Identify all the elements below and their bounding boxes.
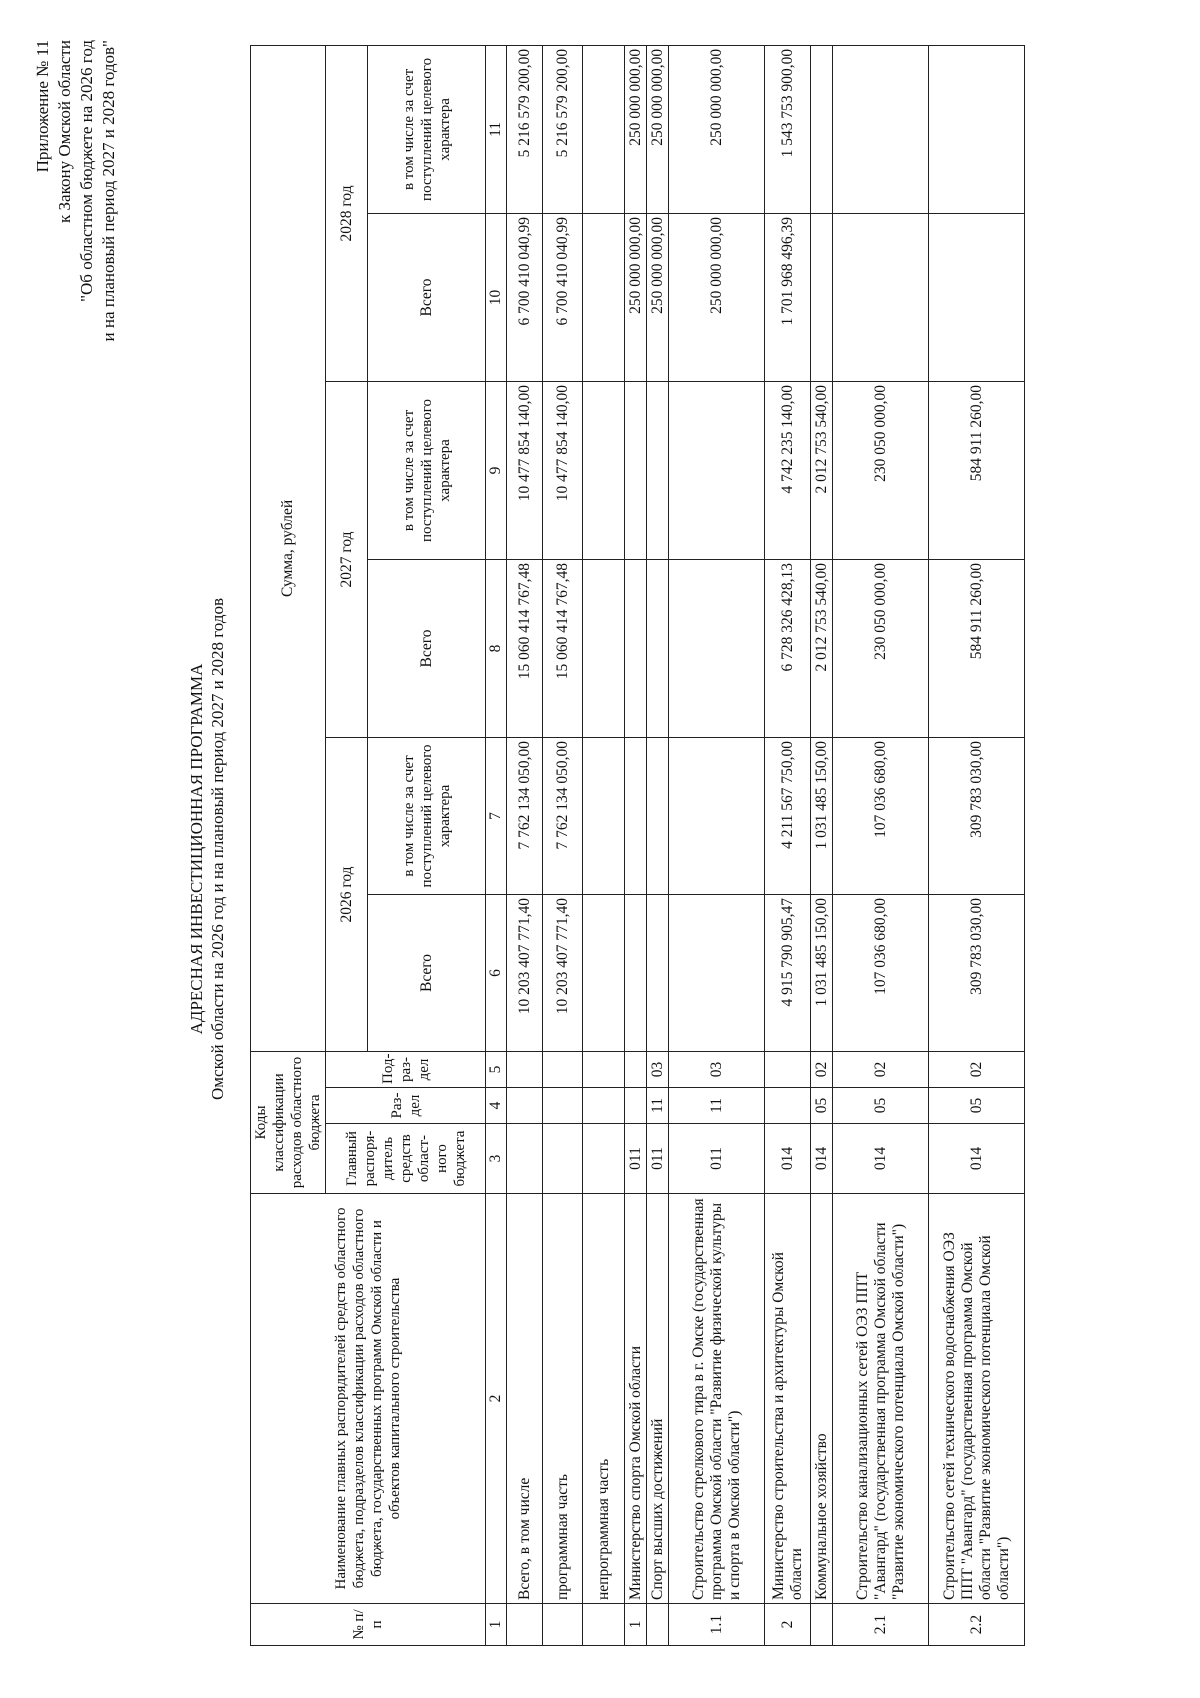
- annex-number: Приложение № 11: [33, 40, 52, 173]
- row-subsection-code: 02: [929, 1051, 1025, 1087]
- row-total-2028: [929, 213, 1025, 381]
- row-section-code: [583, 1088, 625, 1124]
- col-number: 1: [486, 1604, 507, 1646]
- row-incl-2026: [583, 737, 625, 894]
- row-incl-2028: 250 000 000,00: [669, 45, 765, 213]
- row-subsection-code: [625, 1051, 647, 1087]
- row-incl-2027: 2 012 753 540,00: [811, 381, 833, 559]
- annex-header: [32, 40, 120, 341]
- row-subsection-code: 03: [647, 1051, 669, 1087]
- header-subsection: Под-раз-дел: [326, 1051, 486, 1087]
- row-total-2028: 250 000 000,00: [625, 213, 647, 381]
- col-number: 11: [486, 45, 507, 213]
- col-number: 5: [486, 1051, 507, 1087]
- row-section-code: 05: [833, 1088, 929, 1124]
- col-number: 10: [486, 213, 507, 381]
- row-incl-2026: [625, 737, 647, 894]
- row-name: непрограммная часть: [583, 1194, 625, 1604]
- row-name: программная часть: [543, 1194, 583, 1604]
- row-total-2028: [833, 213, 929, 381]
- row-incl-2027: [647, 381, 669, 559]
- row-incl-2028: [833, 45, 929, 213]
- header-codes: Коды классификации расходов областного бюджета: [251, 1051, 326, 1193]
- row-incl-2028: [583, 45, 625, 213]
- row-total-2027: 15 060 414 767,48: [507, 559, 543, 737]
- header-name: Наименование главных распорядителей средств областного бюджета, подразделов классификации расходов областного бюджета, государственных программ Омской области и объектов капитального строительства: [251, 1194, 486, 1604]
- row-subsection-code: 02: [833, 1051, 929, 1087]
- table-row: [583, 45, 625, 1645]
- table-row: [833, 45, 929, 1645]
- row-total-2026: 10 203 407 771,40: [543, 894, 583, 1051]
- row-incl-2027: 230 050 000,00: [833, 381, 929, 559]
- row-total-2027: 584 911 260,00: [929, 559, 1025, 737]
- row-section-code: [507, 1088, 543, 1124]
- row-total-2028: [583, 213, 625, 381]
- title-line-2: Омской области на 2026 год и на плановый период 2027 и 2028 годов: [208, 598, 227, 1100]
- row-name: Строительство канализационных сетей ОЭЗ ППТ "Авангард" (государственная программа Омской области "Развитие экономического потенциала Омской области"): [833, 1194, 929, 1604]
- col-number: 6: [486, 894, 507, 1051]
- row-total-2026: [647, 894, 669, 1051]
- header-sum: Сумма, рублей: [251, 45, 326, 1051]
- row-total-2027: [625, 559, 647, 737]
- row-incl-2027: [625, 381, 647, 559]
- row-name: Спорт высших достижений: [647, 1194, 669, 1604]
- row-section-code: [543, 1088, 583, 1124]
- row-num: [811, 1604, 833, 1646]
- row-incl-2026: 7 762 134 050,00: [543, 737, 583, 894]
- table-row: [507, 45, 543, 1645]
- row-num: 1: [625, 1604, 647, 1646]
- row-incl-2026: [669, 737, 765, 894]
- col-number: 2: [486, 1194, 507, 1604]
- row-total-2026: 1 031 485 150,00: [811, 894, 833, 1051]
- row-total-2028: [811, 213, 833, 381]
- row-num: 1.1: [669, 1604, 765, 1646]
- row-total-2028: 6 700 410 040,99: [507, 213, 543, 381]
- row-subsection-code: 03: [669, 1051, 765, 1087]
- col-number: 3: [486, 1124, 507, 1194]
- row-name: Строительство сетей технического водоснабжения ОЭЗ ППТ "Авангард" (государственная программа Омской области "Развитие экономического потенциала Омской области"): [929, 1194, 1025, 1604]
- row-manager-code: 014: [929, 1124, 1025, 1194]
- row-num: [543, 1604, 583, 1646]
- row-subsection-code: [583, 1051, 625, 1087]
- row-name: Министерство спорта Омской области: [625, 1194, 647, 1604]
- row-incl-2028: 5 216 579 200,00: [507, 45, 543, 213]
- row-num: [507, 1604, 543, 1646]
- row-subsection-code: [765, 1051, 811, 1087]
- row-incl-2027: 4 742 235 140,00: [765, 381, 811, 559]
- header-num: № п/п: [251, 1604, 486, 1646]
- col-number: 7: [486, 737, 507, 894]
- row-total-2028: 6 700 410 040,99: [543, 213, 583, 381]
- row-manager-code: 014: [833, 1124, 929, 1194]
- row-total-2026: [625, 894, 647, 1051]
- row-incl-2027: 10 477 854 140,00: [543, 381, 583, 559]
- row-manager-code: 011: [647, 1124, 669, 1194]
- header-year-2027: 2027 год: [326, 381, 368, 737]
- row-section-code: 05: [811, 1088, 833, 1124]
- table-row: [669, 45, 765, 1645]
- row-manager-code: [583, 1124, 625, 1194]
- col-number: 8: [486, 559, 507, 737]
- row-manager-code: 014: [811, 1124, 833, 1194]
- header-year-2026: 2026 год: [326, 737, 368, 1051]
- row-total-2026: 107 036 680,00: [833, 894, 929, 1051]
- row-section-code: 11: [669, 1088, 765, 1124]
- col-number: 9: [486, 381, 507, 559]
- row-total-2028: 250 000 000,00: [647, 213, 669, 381]
- document-title: [186, 0, 228, 1698]
- row-incl-2028: [929, 45, 1025, 213]
- row-incl-2026: 1 031 485 150,00: [811, 737, 833, 894]
- row-section-code: [765, 1088, 811, 1124]
- row-incl-2027: [583, 381, 625, 559]
- header-total-2026: Всего: [368, 894, 486, 1051]
- row-total-2027: 230 050 000,00: [833, 559, 929, 737]
- row-incl-2027: [669, 381, 765, 559]
- row-total-2027: 15 060 414 767,48: [543, 559, 583, 737]
- row-num: 2.2: [929, 1604, 1025, 1646]
- row-total-2026: 10 203 407 771,40: [507, 894, 543, 1051]
- row-incl-2026: 107 036 680,00: [833, 737, 929, 894]
- header-year-2028: 2028 год: [326, 45, 368, 381]
- header-section: Раз-дел: [326, 1088, 486, 1124]
- row-manager-code: [543, 1124, 583, 1194]
- row-subsection-code: [543, 1051, 583, 1087]
- row-section-code: 05: [929, 1088, 1025, 1124]
- row-num: [647, 1604, 669, 1646]
- investment-table: [250, 45, 1025, 1646]
- row-total-2027: [669, 559, 765, 737]
- row-num: [583, 1604, 625, 1646]
- table-row: [647, 45, 669, 1645]
- row-incl-2026: 7 762 134 050,00: [507, 737, 543, 894]
- row-section-code: 11: [647, 1088, 669, 1124]
- header-total-2027: Всего: [368, 559, 486, 737]
- row-total-2027: 6 728 326 428,13: [765, 559, 811, 737]
- row-manager-code: 011: [669, 1124, 765, 1194]
- row-manager-code: 014: [765, 1124, 811, 1194]
- row-total-2027: [583, 559, 625, 737]
- row-name: Коммунальное хозяйство: [811, 1194, 833, 1604]
- header-incl-2027: в том числе за счет поступлений целевого характера: [368, 381, 486, 559]
- table-row: [929, 45, 1025, 1645]
- header-incl-2028: в том числе за счет поступлений целевого характера: [368, 45, 486, 213]
- row-total-2026: 309 783 030,00: [929, 894, 1025, 1051]
- row-num: 2.1: [833, 1604, 929, 1646]
- row-incl-2028: 250 000 000,00: [625, 45, 647, 213]
- row-incl-2027: 584 911 260,00: [929, 381, 1025, 559]
- row-incl-2028: [811, 45, 833, 213]
- row-subsection-code: [507, 1051, 543, 1087]
- annex-law: к Закону Омской области: [55, 40, 74, 223]
- row-incl-2028: 5 216 579 200,00: [543, 45, 583, 213]
- row-total-2026: 4 915 790 905,47: [765, 894, 811, 1051]
- row-total-2027: [647, 559, 669, 737]
- table-row: [765, 45, 811, 1645]
- row-total-2027: 2 012 753 540,00: [811, 559, 833, 737]
- row-name: Строительство стрелкового тира в г. Омске (государственная программа Омской области "Развитие физической культуры и спорта в Омской области"): [669, 1194, 765, 1604]
- row-incl-2026: 4 211 567 750,00: [765, 737, 811, 894]
- row-manager-code: [507, 1124, 543, 1194]
- row-incl-2028: 1 543 753 900,00: [765, 45, 811, 213]
- row-section-code: [625, 1088, 647, 1124]
- row-name: Всего, в том числе: [507, 1194, 543, 1604]
- row-incl-2027: 10 477 854 140,00: [507, 381, 543, 559]
- header-main-manager: Главный распоря-дитель средств област-ного бюджета: [326, 1124, 486, 1194]
- row-name: Министерство строительства и архитектуры Омской области: [765, 1194, 811, 1604]
- column-number-row: [486, 45, 507, 1645]
- header-total-2028: Всего: [368, 213, 486, 381]
- header-incl-2026: в том числе за счет поступлений целевого характера: [368, 737, 486, 894]
- row-total-2028: 250 000 000,00: [669, 213, 765, 381]
- row-total-2026: [583, 894, 625, 1051]
- row-incl-2026: 309 783 030,00: [929, 737, 1025, 894]
- col-number: 4: [486, 1088, 507, 1124]
- annex-budget: "Об областном бюджете на 2026 год: [77, 40, 96, 302]
- row-subsection-code: 02: [811, 1051, 833, 1087]
- row-manager-code: 011: [625, 1124, 647, 1194]
- table-row: [543, 45, 583, 1645]
- row-incl-2028: 250 000 000,00: [647, 45, 669, 213]
- title-line-1: АДРЕСНАЯ ИНВЕСТИЦИОННАЯ ПРОГРАММА: [187, 663, 206, 1035]
- table-row: [625, 45, 647, 1645]
- row-num: 2: [765, 1604, 811, 1646]
- row-total-2026: [669, 894, 765, 1051]
- annex-period: и на плановый период 2027 и 2028 годов": [99, 40, 118, 342]
- table-row: [811, 45, 833, 1645]
- row-total-2028: 1 701 968 496,39: [765, 213, 811, 381]
- row-incl-2026: [647, 737, 669, 894]
